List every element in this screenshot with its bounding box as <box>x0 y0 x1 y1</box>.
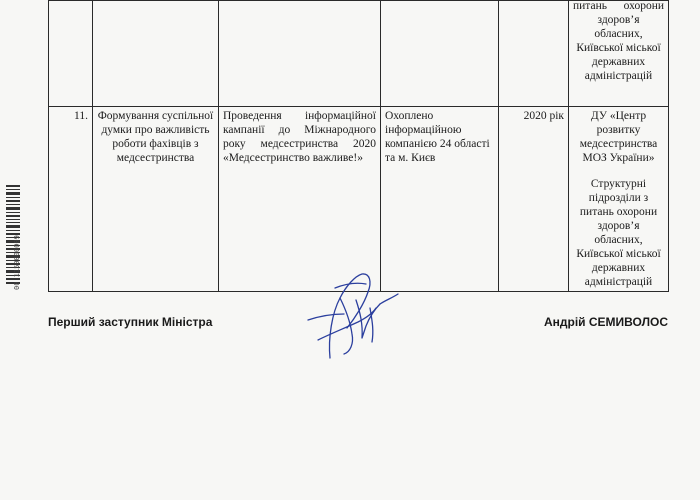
cell-number: 11. <box>49 107 93 292</box>
table-row-continued <box>49 1 669 107</box>
responsible-departments: Структурні підрозділи з питань охорони здоров’я обласних, Київської міської державних адміністрацій <box>576 178 661 289</box>
table-row-11 <box>49 107 669 292</box>
spacer <box>573 165 664 177</box>
action-plan-table <box>48 0 669 292</box>
cell-indicator-empty <box>381 1 499 107</box>
cell-task: Формування суспільної думки про важливість роботи фахівців з медсестринства <box>93 107 219 292</box>
cell-task-empty <box>93 1 219 107</box>
responsible-line: державних <box>591 56 646 69</box>
cell-measure: Проведення інформаційної кампанії до Міжнародного року медсестринства 2020 «Медсестринство важливе!» <box>219 107 381 292</box>
responsible-line: здоров’я <box>597 14 640 27</box>
responsible-line: обласних, <box>594 28 643 41</box>
signatory-position: Перший заступник Міністра <box>48 315 213 329</box>
cell-number-empty <box>49 1 93 107</box>
cell-term: 2020 рік <box>499 107 569 292</box>
responsible-line: питань охорони <box>573 0 664 12</box>
responsible-organization: ДУ «Центр розвитку медсестринства МОЗ України» <box>579 110 658 165</box>
signatory-name: Андрій СЕМИВОЛОС <box>543 315 668 329</box>
cell-responsible <box>569 107 669 292</box>
cell-measure-empty <box>219 1 381 107</box>
responsible-line: Київської міської <box>576 42 661 55</box>
cell-indicator: Охоплено інформаційною компанією 24 області та м. Києв <box>381 107 499 292</box>
signature-icon <box>300 268 405 363</box>
cell-term-empty <box>499 1 569 107</box>
margin-code: 00 1150000009 <box>13 235 21 290</box>
responsible-line: адміністрацій <box>584 70 653 83</box>
cell-responsible-continued <box>569 1 669 107</box>
